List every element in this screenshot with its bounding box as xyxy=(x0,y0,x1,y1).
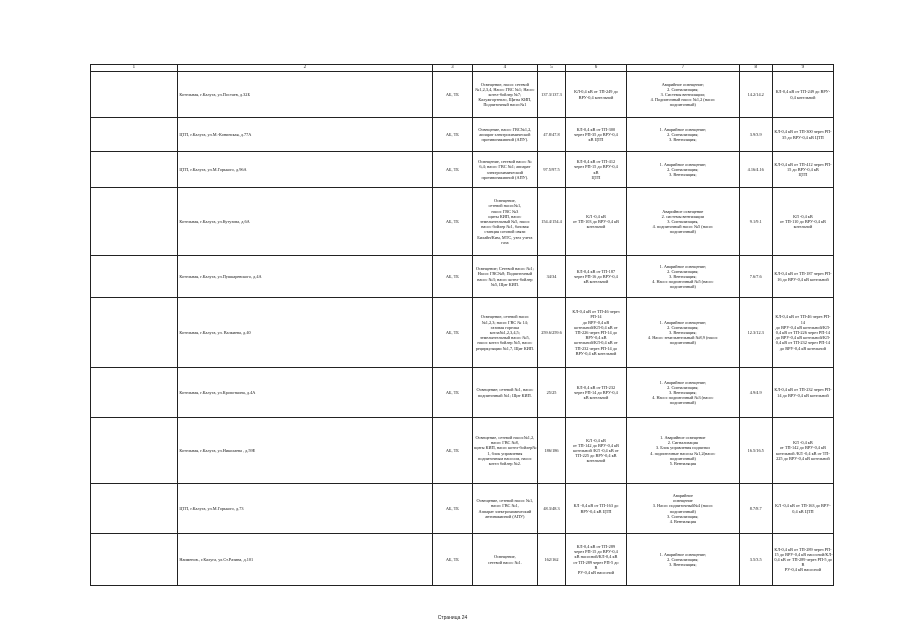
row-number-cell xyxy=(91,534,178,586)
cell-line: 4. Подпиточный насос №1,2 (насос xyxy=(650,97,716,103)
cell-line: 4. Насос земельнтельный №8,9 (насос xyxy=(647,335,718,341)
cell-line: РУ-0,4 кВ насосной xyxy=(577,570,615,576)
cell-line: подпиточный) xyxy=(669,284,696,290)
load-cell: 154.4/154.4 xyxy=(538,188,566,256)
cell-line: 14 xyxy=(800,319,806,325)
cell-line: кВ xyxy=(593,169,599,175)
cell-line: антинакипной (АПУ) xyxy=(485,513,525,519)
cell-line: 0,4 котельной xyxy=(790,94,816,100)
cell-line: ВРУ-0,4 котельной xyxy=(578,94,614,100)
cell-line: от ТП-103 до ВРУ-0,4 кВ xyxy=(572,218,620,224)
cell-line: подпиточный) xyxy=(669,340,696,346)
emergency-load-cell: 3.9/3.9 xyxy=(739,118,772,152)
object-name-cell: ЦТП, г.Калуга, ул.М.Горького, д.73 xyxy=(177,484,432,534)
emergency-load-cell: 9.1/9.1 xyxy=(739,188,772,256)
cell-line: котельной xyxy=(793,224,813,230)
object-name-cell: Котельная, г.Калуга, ул.Кропоткина, д.4А xyxy=(177,368,432,418)
emergency-supply-cell xyxy=(772,152,833,188)
cell-line: от ТП-142 до ВРУ-0,4 кВ xyxy=(572,442,620,448)
object-name-cell: ЦТП, г.Калуга, ул.М.Горького, д.96А xyxy=(177,152,432,188)
cell-line: станция сотовой связи xyxy=(484,229,526,235)
cell-line: Освещение, сетевой насос №1, xyxy=(476,498,534,504)
cell-line: через РП-14 до ВРУ-0,4 xyxy=(574,389,618,395)
emergency-supply-cell xyxy=(772,534,833,586)
cell-line: 15 до ВРУ-0,4 кВ xyxy=(787,166,819,172)
cell-line: земельнтельный №5, насос xyxy=(479,218,530,224)
column-number-6: 6 xyxy=(565,65,626,72)
cell-line: аппарат электрохимической xyxy=(479,131,531,137)
cell-line: противонакипной (АПУ). xyxy=(481,174,529,180)
cell-line: ВРУ-0,4 кВ ЦТП xyxy=(580,508,612,514)
emergency-supply-cell xyxy=(772,368,833,418)
cell-line: №1,2,3; насос ГВС № 14; xyxy=(481,319,528,325)
cell-line: до ВРУ-0,4 кВ xyxy=(582,319,610,325)
cell-line: 2. Сигнализация; xyxy=(667,131,699,137)
cell-line: РУ-0,4 кВ насосной xyxy=(784,567,822,573)
cell-line: 4. подпиточный насос №5 (насос xyxy=(652,224,713,230)
row-number-cell xyxy=(91,418,178,484)
object-name-cell: Котельная, г.Калуга, ул.Пушкаревского, д.4А xyxy=(177,256,432,298)
cell-line: КЛ -0,4 кВ xyxy=(793,440,813,446)
table-body xyxy=(91,65,834,586)
cell-line: Освещение, xyxy=(493,198,516,204)
consumers-cell xyxy=(472,484,537,534)
cell-line: противонакипной (АПУ). xyxy=(481,137,529,143)
cell-line: 1, блок управления xyxy=(487,450,523,456)
table-row xyxy=(91,298,834,368)
cell-line: 2. Сигнализация; xyxy=(667,166,699,172)
load-cell: 48.3/48.3 xyxy=(538,484,566,534)
cell-line: электрохимический xyxy=(486,169,523,175)
load-cell: 47.8/47.8 xyxy=(538,118,566,152)
cell-line: котельной/КЛ-0,4 кВ от xyxy=(574,324,618,330)
cell-line: КЛ -0,4 кВ xyxy=(586,437,606,443)
cell-line: 2. Сигнализация; xyxy=(667,384,699,390)
cell-line: через РП-15 до ВРУ-0,4 xyxy=(574,549,618,555)
cell-line: 3. Сигнализация, xyxy=(667,218,699,224)
row-number-cell xyxy=(91,188,178,256)
emergency-consumers-cell xyxy=(627,118,740,152)
cell-line: КЛ -0,4 кВ xyxy=(793,213,813,219)
row-number-cell xyxy=(91,72,178,118)
cell-line: 3. Вентиляция; xyxy=(669,562,697,568)
consumers-cell xyxy=(472,298,537,368)
table-row xyxy=(91,118,834,152)
cell-line: котла№1,2,3,4,5; xyxy=(489,329,520,335)
cell-line: 1. Аварийное освещение; xyxy=(659,161,707,167)
emergency-consumers-cell xyxy=(627,534,740,586)
cell-line: освещение xyxy=(672,498,693,504)
supply-line-cell xyxy=(565,188,626,256)
cell-line: КЛ -0,4 кВ xyxy=(586,213,606,219)
consumers-cell xyxy=(472,368,537,418)
cell-line: Освещение, насос ГВС№1,2, xyxy=(478,126,532,132)
cell-line: КЛ -0,4 кВ от ТП-163 до ВРУ- xyxy=(775,503,831,509)
emergency-consumers-cell xyxy=(627,368,740,418)
cell-line: сетевой насос№1, xyxy=(488,203,522,209)
column-number-3: 3 xyxy=(433,65,473,72)
supply-line-cell xyxy=(565,152,626,188)
emergency-consumers-cell xyxy=(627,188,740,256)
row-number-cell xyxy=(91,152,178,188)
cell-line: ЦТП xyxy=(798,172,808,178)
row-number-cell xyxy=(91,298,178,368)
cell-line: Освещение, сетевой насос № xyxy=(478,159,532,165)
supply-line-cell xyxy=(565,118,626,152)
emergency-load-cell: 16.5/16.5 xyxy=(739,418,772,484)
column-number-1: 1 xyxy=(91,65,178,72)
power-source-type-cell: АБ, ТБ xyxy=(433,188,473,256)
cell-line: через РП-15 до ВРУ-0,4 xyxy=(574,164,618,170)
emergency-load-cell: 3.5/3.5 xyxy=(739,534,772,586)
column-number-4: 4 xyxy=(472,65,537,72)
power-source-type-cell: АБ, ТБ xyxy=(433,152,473,188)
table-row xyxy=(91,484,834,534)
cell-line: сетевой насос №1. xyxy=(487,559,522,565)
cell-line: 1. Аварийное освещение; xyxy=(659,551,707,557)
emergency-load-cell: 8.7/8.7 xyxy=(739,484,772,534)
cell-line: 1. Аварийное освещение; xyxy=(659,263,707,269)
cell-line: КЛ-0,4 кВ от ТП-300 через РП- xyxy=(774,129,832,135)
cell-line: 2. Сигнализация; xyxy=(667,324,699,330)
equipment-table xyxy=(90,64,834,586)
object-name-cell: Наименов., г.Калуга, ул.Ст.Разина, д.101 xyxy=(177,534,432,586)
load-cell: 137.3/137.3 xyxy=(538,72,566,118)
cell-line: 2. Сигнализация xyxy=(667,440,698,446)
cell-line: котельной/КЛ-0,4 кВ от xyxy=(574,340,618,346)
cell-line: от ТП-110 до ВРУ-0,4 кВ xyxy=(779,218,826,224)
table-row xyxy=(91,152,834,188)
emergency-load-cell: 14.2/14.2 xyxy=(739,72,772,118)
cell-line: ТП-232 через РП-14 до xyxy=(574,345,618,351)
power-source-type-cell: АБ, ТБ xyxy=(433,72,473,118)
cell-line: 3. Насос подпиточный№4 (насос xyxy=(652,503,713,509)
cell-line: котельной /КЛ -0,4 кВ от ТП- xyxy=(776,450,830,456)
cell-line: КЛ-0,4 кВ от ТП-232 xyxy=(576,384,616,390)
cell-line: 225 до ВРУ-0,4 кВ котельной xyxy=(776,455,830,461)
cell-line: КЛ-0,4 кВ от ТП-289 через РП- xyxy=(774,546,832,552)
cell-line: 3. Вентиляция; xyxy=(669,273,697,279)
cell-line: ЦТП xyxy=(591,174,601,180)
cell-line: КЛ-0,4 кВ от ТП-249 до ВРУ- xyxy=(775,89,831,95)
cell-line: кВ котельной xyxy=(583,395,609,401)
cell-line: В xyxy=(801,562,805,568)
cell-line: щиты КИП, насос котел-бойлер№ xyxy=(474,445,537,451)
emergency-supply-cell xyxy=(772,256,833,298)
emergency-supply-cell xyxy=(772,118,833,152)
cell-line: 3. Вентиляция; xyxy=(669,137,697,143)
cell-line: котельной xyxy=(586,224,606,230)
cell-line: 2. Сигнализация; xyxy=(667,86,699,92)
cell-line: 3. Вентиляция; xyxy=(669,172,697,178)
cell-line: ВРУ-0,4 кВ котельной xyxy=(575,350,617,356)
supply-line-cell xyxy=(565,418,626,484)
cell-line: Освещение, xyxy=(493,554,516,560)
cell-line: ТП-226 через РП-14 до xyxy=(574,329,618,335)
cell-line: Аппарат электрохимический xyxy=(478,508,532,514)
cell-line: КЛ -0,4 кВ от ТП-163 до xyxy=(573,503,619,509)
supply-line-cell xyxy=(565,484,626,534)
emergency-consumers-cell xyxy=(627,152,740,188)
cell-line: 5. Вентиляция xyxy=(669,461,696,467)
cell-line: КЛ-0,4 кВ от ТП-187 xyxy=(576,268,616,274)
consumers-cell xyxy=(472,72,537,118)
row-number-cell xyxy=(91,484,178,534)
cell-line: подпиточный) xyxy=(669,400,696,406)
cell-line: щиты КИП, насос xyxy=(488,213,522,219)
emergency-consumers-cell xyxy=(627,418,740,484)
page-number: Страница 24 xyxy=(437,615,468,621)
cell-line: 3. Вентиляция; xyxy=(669,389,697,395)
cell-line: Освещение; сетевой №1, насос xyxy=(476,387,534,393)
object-name-cell: Котельная, г.Калуга, ул.Кутузова, д.6А xyxy=(177,188,432,256)
cell-line: 0,4 кВ от ТП-232 через РП-14 xyxy=(775,340,831,346)
cell-line: газовая горелка xyxy=(490,324,520,330)
cell-line: Аварийное xyxy=(672,492,693,498)
cell-line: 3. Блок управления подпитки xyxy=(655,445,710,451)
cell-line: Подпиточный насос№1 xyxy=(483,102,527,108)
consumers-cell xyxy=(472,534,537,586)
cell-line: подпиточный) xyxy=(669,102,696,108)
table-row xyxy=(91,418,834,484)
cell-line: 3. Сигнализация; xyxy=(667,513,699,519)
object-name-cell: Котельная, г.Калуга, ул.Постаев, д.32Б xyxy=(177,72,432,118)
consumers-cell xyxy=(472,118,537,152)
consumers-cell xyxy=(472,418,537,484)
cell-line: 1. Аварийное освещение; xyxy=(659,379,707,385)
cell-line: 4. подпиточные насосы №1,2(насос xyxy=(650,450,716,456)
cell-line: 2. Сигнализация; xyxy=(667,268,699,274)
cell-line: рециркуляции №1,7, Щит КИП. xyxy=(475,345,534,351)
column-number-row xyxy=(91,65,834,72)
emergency-consumers-cell xyxy=(627,72,740,118)
row-number-cell xyxy=(91,118,178,152)
cell-line: кВ насосной/КЛ-0,4 кВ xyxy=(574,554,618,560)
cell-line: Билайн/Ким, МТС, узел учета xyxy=(477,234,533,240)
cell-line: подпиточным насосом, насос xyxy=(478,455,532,461)
cell-line: 0,4 кВ от ТП-226 через РП-14 xyxy=(775,329,831,335)
consumers-cell xyxy=(472,188,537,256)
cell-line: В xyxy=(594,564,598,570)
load-cell: 162/162 xyxy=(538,534,566,586)
power-source-type-cell: АБ, ТБ xyxy=(433,256,473,298)
cell-line: Освещение, сетевой насос№1,2, xyxy=(475,434,535,440)
cell-line: газа xyxy=(501,239,509,245)
cell-line: котельной xyxy=(586,458,606,464)
load-cell: 34/34 xyxy=(538,256,566,298)
cell-line: подпиточный) xyxy=(669,229,696,235)
cell-line: через РП-16 до ВРУ-0,4 xyxy=(574,273,618,279)
cell-line: Освещение, насос сетевой xyxy=(480,81,529,87)
supply-line-cell xyxy=(565,534,626,586)
emergency-load-cell: 7.6/7.6 xyxy=(739,256,772,298)
emergency-consumers-cell xyxy=(627,256,740,298)
cell-line: 0,4 кВ ЦТП xyxy=(792,508,814,514)
cell-line: Калужгортепло, Щиты КИП, xyxy=(478,97,532,103)
cell-line: 1. Аварийное освещение; xyxy=(659,319,707,325)
cell-line: 16 до ВРУ-0,4 кВ котельной xyxy=(777,276,829,282)
cell-line: КЛ-0,4 кВ от ТП-46 через РП- xyxy=(775,314,831,320)
cell-line: кВ ЦТП xyxy=(588,137,604,143)
cell-line: котел-бойлер №7; xyxy=(488,91,522,97)
power-source-type-cell: АБ, ТБ xyxy=(433,118,473,152)
emergency-load-cell: 4.9/4.9 xyxy=(739,368,772,418)
row-number-cell xyxy=(91,368,178,418)
emergency-supply-cell xyxy=(772,418,833,484)
cell-line: 14 до ВРУ-0,4 кВ котельной xyxy=(777,392,829,398)
table-row xyxy=(91,534,834,586)
table-row xyxy=(91,368,834,418)
cell-line: 4. Насос подпиточный №5 (насос xyxy=(652,279,714,285)
load-cell: 25/25 xyxy=(538,368,566,418)
consumers-cell xyxy=(472,152,537,188)
cell-line: Освещение; Сетевой насос №1; xyxy=(475,266,534,272)
cell-line: 2. Сигнализация; xyxy=(667,556,699,562)
cell-line: через РП-35 до ВРУ-0,4 xyxy=(574,131,618,137)
supply-line-cell xyxy=(565,368,626,418)
column-number-5: 5 xyxy=(538,65,566,72)
cell-line: Аварийное освещение; xyxy=(661,81,704,87)
cell-line: насос ГВС №1, xyxy=(490,503,519,509)
cell-line: КЛ-0,4 кВ от ТП-46 через xyxy=(572,309,620,315)
cell-line: насос ГВС №8, xyxy=(490,440,519,446)
emergency-supply-cell xyxy=(772,484,833,534)
cell-line: насос №3; насос котел-бойлер xyxy=(477,276,533,282)
cell-line: 4. Насос подпиточный №3 (насос xyxy=(652,395,714,401)
column-number-9: 9 xyxy=(772,65,833,72)
document-page xyxy=(90,64,834,586)
column-number-2: 2 xyxy=(177,65,432,72)
cell-line: КЛ-0,4 кВ от ТП-232 через РП- xyxy=(774,387,832,393)
cell-line: КЛ-0,4 кВ от ТП-249 до xyxy=(574,89,618,95)
cell-line: №1,2,3,4, Насос ГВС №1; Насос xyxy=(475,86,535,92)
cell-line: Освещение, сетевой насос xyxy=(480,314,529,320)
supply-line-cell xyxy=(565,256,626,298)
table-row xyxy=(91,72,834,118)
cell-line: Аварийное освещение xyxy=(662,208,704,214)
cell-line: подпиточный) xyxy=(669,508,696,514)
load-cell: 186/186 xyxy=(538,418,566,484)
cell-line: КЛ-0,4 кВ от ТП-300 xyxy=(576,126,616,132)
supply-line-cell xyxy=(565,72,626,118)
object-name-cell: Котельная, г.Калуга, ул.Николаева , д.59Е xyxy=(177,418,432,484)
cell-line: подпиточный №1; Щит КИП. xyxy=(477,392,532,398)
power-source-type-cell: АБ, ТБ xyxy=(433,368,473,418)
emergency-supply-cell xyxy=(772,188,833,256)
cell-line: РП-14 xyxy=(590,314,602,320)
emergency-load-cell: 4.16/4.16 xyxy=(739,152,772,188)
column-number-8: 8 xyxy=(739,65,772,72)
cell-line: 2. системы вентиляции xyxy=(661,213,704,219)
emergency-load-cell: 12.3/12.3 xyxy=(739,298,772,368)
supply-line-cell xyxy=(565,298,626,368)
cell-line: кВ котельной xyxy=(583,279,609,285)
power-source-type-cell: АБ, ТБ xyxy=(433,534,473,586)
cell-line: от ТП-142 до ВРУ-0,4 кВ xyxy=(779,445,826,451)
emergency-supply-cell xyxy=(772,72,833,118)
cell-line: насос бойлер №1, базовая xyxy=(481,224,529,230)
cell-line: КЛ-0,4 кВ от ТП-412 xyxy=(576,159,616,165)
consumers-cell xyxy=(472,256,537,298)
cell-line: до ВРУ-0,4 кВ котельной/КЛ- xyxy=(775,324,831,330)
cell-line: ВРУ-0,4 кВ xyxy=(585,335,607,341)
cell-line: до ВРУ-0,4 кВ котельной xyxy=(779,345,826,351)
table-row xyxy=(91,188,834,256)
cell-line: насос ГВС №3 xyxy=(491,208,519,214)
cell-line: 3. Системы вентиляции; xyxy=(660,91,706,97)
power-source-type-cell: АБ, ТБ xyxy=(433,298,473,368)
cell-line: котел бойлер №2. xyxy=(488,461,521,467)
cell-line: котельной /КЛ -0,4 кВ от xyxy=(573,447,619,453)
row-number-cell xyxy=(91,256,178,298)
cell-line: КЛ-0,4 кВ от ТП-289 xyxy=(576,543,616,549)
emergency-consumers-cell xyxy=(627,298,740,368)
cell-line: земельнтельный насос №5, xyxy=(479,335,530,341)
cell-line: насос котел бойлер №5, насос xyxy=(477,340,533,346)
emergency-supply-cell xyxy=(772,298,833,368)
load-cell: 97.5/97.5 xyxy=(538,152,566,188)
cell-line: КЛ-0,4 кВ от ТП-412 через РП- xyxy=(774,161,832,167)
cell-line: 4. Вентиляция xyxy=(669,519,696,525)
cell-line: 1. Аварийное освещение xyxy=(660,434,706,440)
power-source-type-cell: АБ, ТБ xyxy=(433,484,473,534)
cell-line: КЛ-0,4 кВ от ТП-187 через РП- xyxy=(774,271,832,277)
cell-line: 0,4 кВ от ТП-289 через РП-5 до xyxy=(774,556,832,562)
cell-line: 1. Аварийное освещение; xyxy=(659,126,707,132)
cell-line: 3. Вентиляция; xyxy=(669,329,697,335)
cell-line: подпиточный) xyxy=(669,455,696,461)
cell-line: 15 до ВРУ-0,4 кВ насосной/КЛ- xyxy=(774,551,833,557)
cell-line: Насос ГВС№8; Подпиточный xyxy=(477,271,532,277)
cell-line: ТП-225 до ВРУ-0,4 кВ xyxy=(575,453,617,459)
table-row xyxy=(91,256,834,298)
column-number-7: 7 xyxy=(627,65,740,72)
power-source-type-cell: АБ, ТБ xyxy=(433,418,473,484)
cell-line: до ВРУ-0,4 кВ котельной/КЛ- xyxy=(775,335,831,341)
object-name-cell: ЦТП, г.Калуга, ул.М.-Конинская, д.77А xyxy=(177,118,432,152)
load-cell: 259.6/259.6 xyxy=(538,298,566,368)
cell-line: 35 до ВРУ-0,4 кВ ЦТП xyxy=(782,134,824,140)
cell-line: от ТП-289 через РП-5 до xyxy=(573,559,619,565)
cell-line: №5, Щит КИП. xyxy=(490,281,519,287)
emergency-consumers-cell xyxy=(627,484,740,534)
cell-line: 6,4; насос ГВС №1; аппарат xyxy=(479,164,531,170)
object-name-cell: Котельная, г.Калуга, ул. Валкиева, д.40 xyxy=(177,298,432,368)
